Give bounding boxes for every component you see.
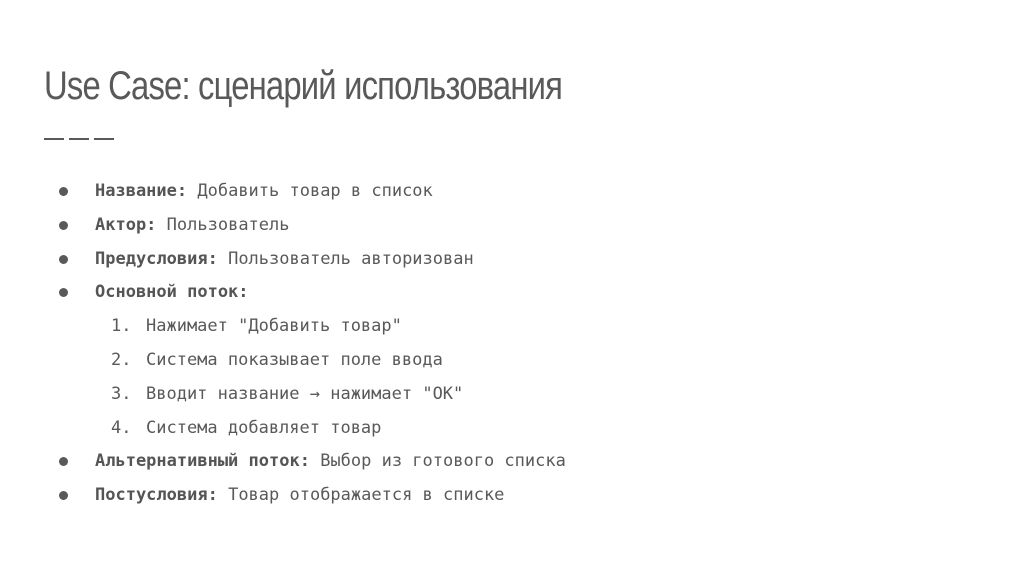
main-flow-label: Основной поток:	[95, 282, 249, 303]
divider-segment	[44, 138, 64, 140]
actor-text: Пользователь	[166, 214, 290, 235]
main-flow-step	[0, 412, 1000, 446]
bullet-icon	[59, 187, 68, 196]
preconditions-text: Пользователь авторизован	[228, 248, 474, 269]
alternative-flow-value	[320, 451, 566, 471]
alternative-flow-text: Выбор из готового списка	[320, 451, 566, 472]
step-number: 4.	[111, 417, 132, 438]
alternative-flow-item	[0, 445, 1000, 479]
postconditions-label: Постусловия:	[95, 485, 218, 506]
use-case-name-value	[197, 181, 432, 201]
actor-item	[0, 209, 1000, 243]
main-flow-step	[0, 344, 1000, 378]
preconditions-value	[228, 249, 474, 269]
main-flow-step	[0, 378, 1000, 412]
use-case-name-item	[0, 175, 1000, 209]
divider-segment	[69, 138, 89, 140]
step-text: Вводит название → нажимает "ОК"	[146, 383, 464, 404]
divider-segment	[94, 138, 114, 140]
slide-title: Use Case: сценарий использования	[44, 64, 563, 108]
main-flow-step	[0, 310, 1000, 344]
preconditions-item	[0, 243, 1000, 277]
preconditions-label: Предусловия:	[95, 248, 218, 269]
actor-value	[167, 215, 290, 235]
bullet-icon	[59, 288, 68, 297]
step-number: 1.	[111, 316, 132, 337]
postconditions-text: Товар отображается в списке	[228, 485, 505, 506]
step-text: Система показывает поле ввода	[146, 349, 443, 370]
bullet-icon	[59, 255, 68, 264]
step-number: 3.	[111, 383, 132, 404]
step-number: 2.	[111, 349, 132, 370]
use-case-details	[0, 175, 1000, 513]
postconditions-item	[0, 479, 1000, 513]
postconditions-value	[228, 485, 504, 505]
bullet-icon	[59, 221, 68, 230]
step-text: Система добавляет товар	[146, 417, 382, 438]
use-case-name-text: Добавить товар в список	[197, 181, 433, 201]
use-case-name-label: Название:	[95, 181, 188, 201]
alternative-flow-label: Альтернативный поток:	[95, 451, 310, 472]
actor-label: Актор:	[95, 214, 157, 235]
title-divider	[44, 138, 114, 140]
bullet-icon	[59, 457, 68, 466]
bullet-icon	[59, 491, 68, 500]
step-text: Нажимает "Добавить товар"	[146, 316, 402, 337]
main-flow-item	[0, 276, 1000, 310]
